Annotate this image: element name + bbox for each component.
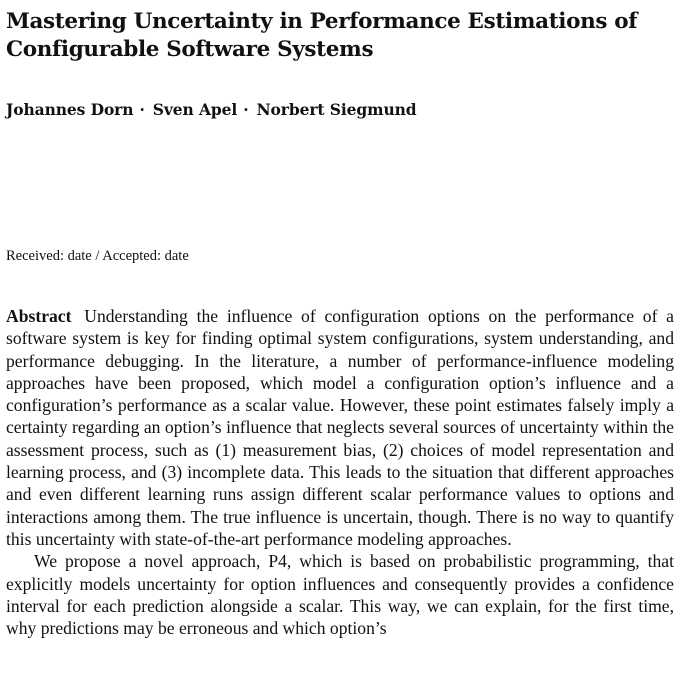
author-3-name: Norbert Siegmund: [256, 100, 417, 119]
received-accepted-line: Received: date / Accepted: date: [6, 248, 189, 264]
author-list: [6, 98, 426, 121]
author-1: [6, 100, 153, 119]
paper-page: [6, 0, 674, 680]
author-separator: ·: [139, 100, 145, 119]
author-1-name: Johannes Dorn: [6, 100, 134, 119]
author-3: [256, 100, 416, 119]
paper-title: Mastering Uncertainty in Performance Estimations of Configurable Software Systems: [6, 9, 638, 62]
abstract-paragraph-1: [6, 305, 674, 550]
abstract-section: [6, 305, 674, 639]
author-separator: ·: [243, 100, 249, 119]
abstract-paragraph-1-text: Understanding the influence of configuration options on the performance of a software system is key for finding optimal system configurations, system understanding, and performance debugging. In the literature, a number of performance-influence modeling approaches have been proposed, which model a configuration option’s influence and a configuration’s performance as a scalar value. However, these point estimates falsely imply a certainty regarding an option’s influence that neglects several sources of uncertainty within the assessment process, such as (1) measurement bias, (2) choices of model representation and learning process, and (3) incomplete data. This leads to the situation that different approaches and even different learning runs assign different scalar performance values to options and interactions among them. The true influence is uncertain, though. There is no way to quantify this uncertainty with state-of-the-art performance modeling approaches.: [6, 306, 674, 549]
author-2: [153, 100, 257, 119]
author-2-name: Sven Apel: [152, 100, 238, 119]
abstract-paragraph-2: We propose a novel approach, P4, which is based on probabilistic programming, that explicitly models uncertainty for option influences and consequently provides a confidence interval for each prediction alongside a scalar. This way, we can explain, for the first time, why predictions may be erroneous and which option’s: [6, 551, 674, 639]
abstract-label: Abstract: [6, 306, 72, 326]
